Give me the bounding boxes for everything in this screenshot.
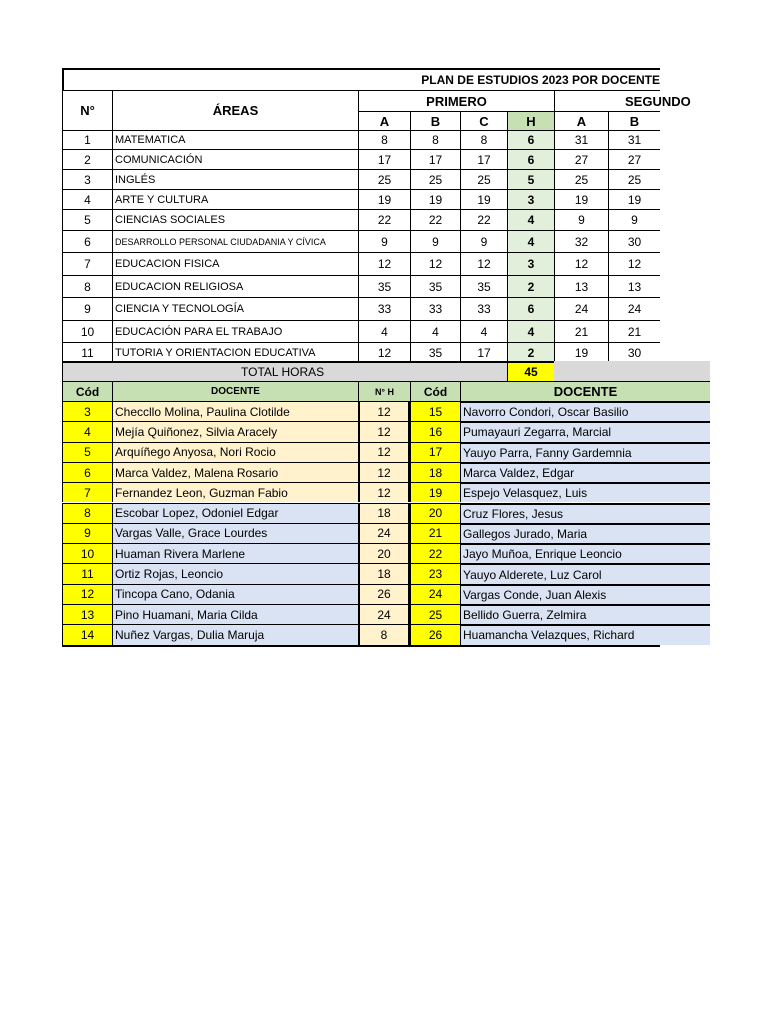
value-a: 12 xyxy=(358,342,410,362)
docente-name2: Yauyo Alderete, Luz Carol xyxy=(460,563,710,583)
total-label: TOTAL HORAS xyxy=(62,361,507,381)
value-c: 4 xyxy=(460,320,507,342)
row-number: 8 xyxy=(62,275,112,297)
docente-name: Arquíñego Anyosa, Nori Rocio xyxy=(112,442,358,462)
header-col: B xyxy=(608,111,660,130)
docente-name2: Gallegos Jurado, Maria xyxy=(460,523,710,543)
value-h: 6 xyxy=(507,130,554,149)
value-c: 35 xyxy=(460,275,507,297)
value-c: 9 xyxy=(460,230,507,252)
value-segundo-b: 27 xyxy=(608,149,660,169)
docente-name2: Jayo Muñoa, Enrique Leoncio xyxy=(460,543,710,563)
value-segundo-a: 9 xyxy=(554,209,608,230)
docente-cod2: 22 xyxy=(410,543,460,563)
docente-name2: Bellido Guerra, Zelmira xyxy=(460,604,710,624)
docente-name2: Pumayauri Zegarra, Marcial xyxy=(460,421,710,441)
header-col: C xyxy=(460,111,507,130)
value-h: 5 xyxy=(507,169,554,189)
docente-cod2: 26 xyxy=(410,624,460,644)
value-h: 2 xyxy=(507,275,554,297)
value-b: 22 xyxy=(410,209,460,230)
area-name: MATEMATICA xyxy=(112,130,358,149)
value-b: 8 xyxy=(410,130,460,149)
value-c: 17 xyxy=(460,342,507,362)
docente-nh: 18 xyxy=(358,503,410,523)
docente-cod2: 17 xyxy=(410,442,460,462)
docente-name: Mejía Quiñonez, Silvia Aracely xyxy=(112,421,358,441)
value-segundo-a: 25 xyxy=(554,169,608,189)
value-segundo-b: 24 xyxy=(608,297,660,320)
docente-name: Checcllo Molina, Paulina Clotilde xyxy=(112,401,358,421)
value-segundo-a: 13 xyxy=(554,275,608,297)
value-c: 8 xyxy=(460,130,507,149)
value-segundo-a: 12 xyxy=(554,252,608,275)
header-num: N° xyxy=(62,90,112,130)
area-name: ARTE Y CULTURA xyxy=(112,189,358,209)
header-segundo: SEGUNDO xyxy=(554,90,660,111)
docente-cod2: 21 xyxy=(410,523,460,543)
value-h: 4 xyxy=(507,230,554,252)
docente-name2: Marca Valdez, Edgar xyxy=(460,462,710,482)
docente-name: Fernandez Leon, Guzman Fabio xyxy=(112,482,358,502)
docente-cod: 5 xyxy=(62,442,112,462)
docente-cod2: 15 xyxy=(410,401,460,421)
docente-nh: 26 xyxy=(358,584,410,604)
docente-nh: 24 xyxy=(358,523,410,543)
header-col: A xyxy=(358,111,410,130)
value-a: 35 xyxy=(358,275,410,297)
area-name: COMUNICACIÓN xyxy=(112,149,358,169)
value-segundo-b: 13 xyxy=(608,275,660,297)
value-a: 8 xyxy=(358,130,410,149)
row-number: 5 xyxy=(62,209,112,230)
value-b: 35 xyxy=(410,342,460,362)
docente-nh: 12 xyxy=(358,482,410,502)
spreadsheet xyxy=(62,68,710,648)
value-a: 22 xyxy=(358,209,410,230)
docente-cod2: 19 xyxy=(410,482,460,502)
value-h: 6 xyxy=(507,149,554,169)
docente-nh: 12 xyxy=(358,421,410,441)
docente-nh: 12 xyxy=(358,442,410,462)
value-c: 17 xyxy=(460,149,507,169)
docente-name: Nuñez Vargas, Dulia Maruja xyxy=(112,624,358,644)
value-a: 25 xyxy=(358,169,410,189)
header-primero: PRIMERO xyxy=(358,90,554,111)
docente-name: Vargas Valle, Grace Lourdes xyxy=(112,523,358,543)
value-segundo-b: 21 xyxy=(608,320,660,342)
docente-cod: 13 xyxy=(62,604,112,624)
table-bottom-border xyxy=(62,645,660,647)
docente-cod2: 18 xyxy=(410,462,460,482)
docente-name: Pino Huamani, Maria Cilda xyxy=(112,604,358,624)
value-c: 33 xyxy=(460,297,507,320)
docente-cod2: 20 xyxy=(410,503,460,523)
value-b: 35 xyxy=(410,275,460,297)
row-number: 4 xyxy=(62,189,112,209)
docentes-name-header: DOCENTE xyxy=(112,381,358,401)
docente-cod: 10 xyxy=(62,543,112,563)
value-b: 17 xyxy=(410,149,460,169)
area-name: INGLÉS xyxy=(112,169,358,189)
header-col: B xyxy=(410,111,460,130)
total-filler xyxy=(554,361,710,381)
value-segundo-b: 25 xyxy=(608,169,660,189)
value-segundo-b: 30 xyxy=(608,230,660,252)
value-c: 25 xyxy=(460,169,507,189)
value-h: 3 xyxy=(507,252,554,275)
docente-cod: 6 xyxy=(62,462,112,482)
header-areas: ÁREAS xyxy=(112,90,358,130)
docente-name2: Huamancha Velazques, Richard xyxy=(460,624,710,644)
value-a: 9 xyxy=(358,230,410,252)
docente-nh: 18 xyxy=(358,563,410,583)
docente-name2: Yauyo Parra, Fanny Gardemnia xyxy=(460,442,710,462)
docente-cod: 11 xyxy=(62,563,112,583)
docentes-cod2-header: Cód xyxy=(410,381,460,401)
row-number: 11 xyxy=(62,342,112,362)
value-segundo-b: 9 xyxy=(608,209,660,230)
value-c: 22 xyxy=(460,209,507,230)
docente-cod: 7 xyxy=(62,482,112,502)
value-a: 19 xyxy=(358,189,410,209)
area-name: DESARROLLO PERSONAL CIUDADANIA Y CÍVICA xyxy=(112,230,358,252)
docente-cod: 4 xyxy=(62,421,112,441)
header-col: H xyxy=(507,111,554,130)
row-number: 2 xyxy=(62,149,112,169)
value-h: 3 xyxy=(507,189,554,209)
docente-name2: Navorro Condori, Oscar Basilio xyxy=(460,401,710,421)
value-b: 4 xyxy=(410,320,460,342)
header-col: A xyxy=(554,111,608,130)
value-segundo-b: 12 xyxy=(608,252,660,275)
area-name: TUTORIA Y ORIENTACION EDUCATIVA xyxy=(112,342,358,362)
value-h: 6 xyxy=(507,297,554,320)
docente-nh: 24 xyxy=(358,604,410,624)
area-name: CIENCIAS SOCIALES xyxy=(112,209,358,230)
value-segundo-b: 30 xyxy=(608,342,660,362)
value-b: 19 xyxy=(410,189,460,209)
docente-name2: Cruz Flores, Jesus xyxy=(460,503,710,523)
docente-name: Marca Valdez, Malena Rosario xyxy=(112,462,358,482)
row-number: 9 xyxy=(62,297,112,320)
docente-cod: 3 xyxy=(62,401,112,421)
value-h: 4 xyxy=(507,209,554,230)
area-name: EDUCACIÓN PARA EL TRABAJO xyxy=(112,320,358,342)
value-b: 9 xyxy=(410,230,460,252)
docentes-name2-header: DOCENTE xyxy=(460,381,710,401)
docente-cod: 12 xyxy=(62,584,112,604)
value-segundo-b: 19 xyxy=(608,189,660,209)
value-b: 25 xyxy=(410,169,460,189)
value-b: 33 xyxy=(410,297,460,320)
total-value: 45 xyxy=(507,361,554,381)
docente-cod: 9 xyxy=(62,523,112,543)
value-b: 12 xyxy=(410,252,460,275)
docente-name: Tincopa Cano, Odania xyxy=(112,584,358,604)
docentes-cod-header: Cód xyxy=(62,381,112,401)
docente-nh: 8 xyxy=(358,624,410,644)
docentes-nh-header: N° H xyxy=(358,381,410,401)
docente-cod2: 24 xyxy=(410,584,460,604)
page-title: PLAN DE ESTUDIOS 2023 POR DOCENTE xyxy=(62,68,660,90)
row-number: 10 xyxy=(62,320,112,342)
value-segundo-a: 19 xyxy=(554,189,608,209)
value-a: 33 xyxy=(358,297,410,320)
docente-nh: 20 xyxy=(358,543,410,563)
value-segundo-b: 31 xyxy=(608,130,660,149)
value-segundo-a: 31 xyxy=(554,130,608,149)
docente-cod: 14 xyxy=(62,624,112,644)
row-number: 6 xyxy=(62,230,112,252)
docente-cod2: 25 xyxy=(410,604,460,624)
docente-name2: Espejo Velasquez, Luis xyxy=(460,482,710,502)
value-segundo-a: 21 xyxy=(554,320,608,342)
area-name: EDUCACION FISICA xyxy=(112,252,358,275)
docente-name: Ortiz Rojas, Leoncio xyxy=(112,563,358,583)
docente-nh: 12 xyxy=(358,401,410,421)
row-number: 1 xyxy=(62,130,112,149)
docente-name: Escobar Lopez, Odoniel Edgar xyxy=(112,503,358,523)
value-c: 12 xyxy=(460,252,507,275)
value-segundo-a: 19 xyxy=(554,342,608,362)
value-c: 19 xyxy=(460,189,507,209)
docente-cod: 8 xyxy=(62,503,112,523)
value-segundo-a: 27 xyxy=(554,149,608,169)
docente-cod2: 16 xyxy=(410,421,460,441)
row-number: 3 xyxy=(62,169,112,189)
value-h: 4 xyxy=(507,320,554,342)
area-name: EDUCACION RELIGIOSA xyxy=(112,275,358,297)
docente-name2: Vargas Conde, Juan Alexis xyxy=(460,584,710,604)
value-a: 4 xyxy=(358,320,410,342)
row-number: 7 xyxy=(62,252,112,275)
docente-cod2: 23 xyxy=(410,563,460,583)
value-segundo-a: 32 xyxy=(554,230,608,252)
value-segundo-a: 24 xyxy=(554,297,608,320)
value-a: 12 xyxy=(358,252,410,275)
value-a: 17 xyxy=(358,149,410,169)
docente-nh: 12 xyxy=(358,462,410,482)
docente-name: Huaman Rivera Marlene xyxy=(112,543,358,563)
area-name: CIENCIA Y TECNOLOGÍA xyxy=(112,297,358,320)
value-h: 2 xyxy=(507,342,554,362)
